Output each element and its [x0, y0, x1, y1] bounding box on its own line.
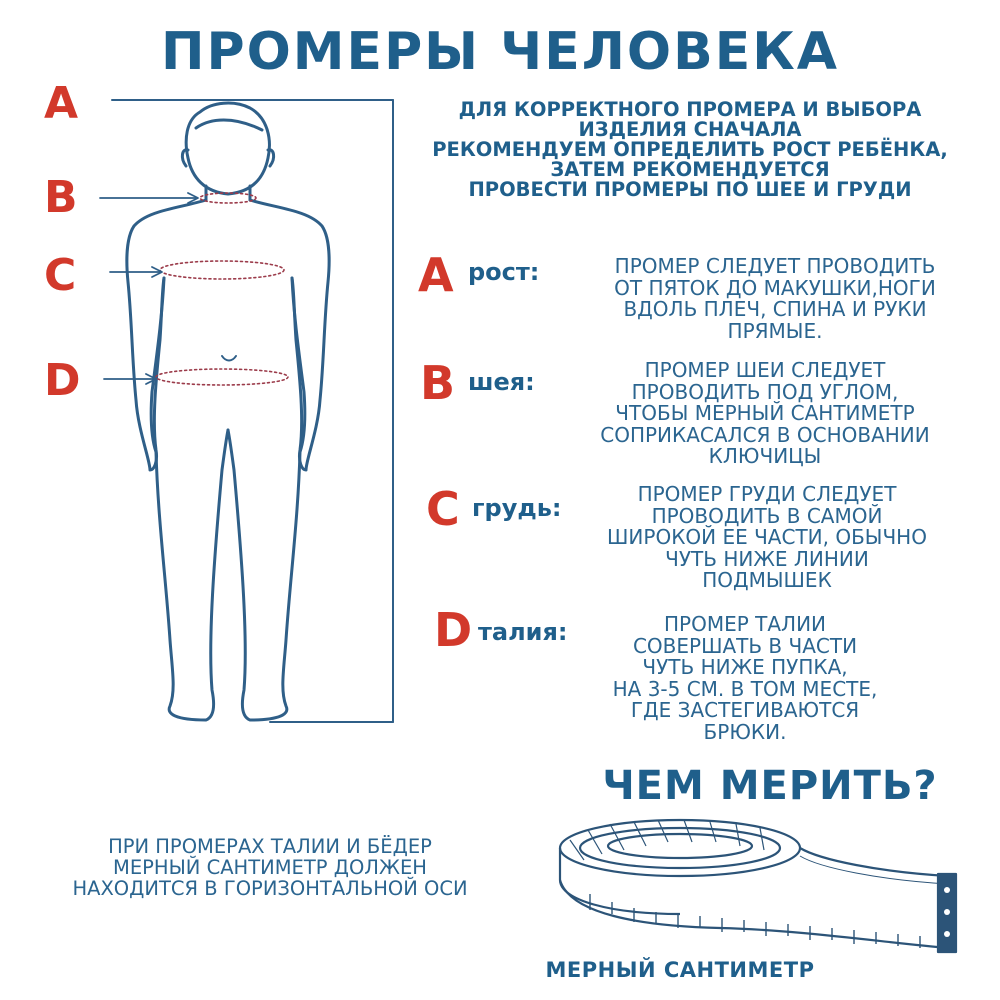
section-b-line: СОПРИКАСАЛСЯ В ОСНОВАНИИ	[600, 422, 930, 447]
section-a-text	[570, 256, 980, 342]
section-a-label: рост:	[468, 258, 540, 286]
section-d-line: БРЮКИ.	[703, 719, 787, 744]
note-line: МЕРНЫЙ САНТИМЕТР ДОЛЖЕН	[113, 856, 427, 879]
section-c-line: ЧУТЬ НИЖЕ ЛИНИИ	[665, 546, 869, 571]
note-line: ПРИ ПРОМЕРАХ ТАЛИИ И БЁДЕР	[108, 835, 432, 858]
section-a-line: ОТ ПЯТОК ДО МАКУШКИ,НОГИ	[614, 275, 936, 300]
section-b-text	[560, 360, 970, 468]
intro-line: РЕКОМЕНДУЕМ ОПРЕДЕЛИТЬ РОСТ РЕБЁНКА,	[432, 138, 948, 161]
section-d-line: НА 3-5 СМ. В ТОМ МЕСТЕ,	[612, 676, 878, 701]
note-line: НАХОДИТСЯ В ГОРИЗОНТАЛЬНОЙ ОСИ	[72, 877, 468, 900]
figure-letter-d: D	[44, 355, 81, 406]
section-c-text	[562, 484, 972, 592]
section-d-label: талия:	[478, 618, 568, 646]
section-c-line: ПРОВОДИТЬ В САМОЙ	[651, 503, 883, 528]
section-d-line: ПРОМЕР ТАЛИИ	[663, 612, 826, 636]
section-a-line: ВДОЛЬ ПЛЕЧ, СПИНА И РУКИ	[623, 297, 927, 321]
intro-line: ПРОВЕСТИ ПРОМЕРЫ ПО ШЕЕ И ГРУДИ	[468, 178, 912, 201]
human-figure-icon	[0, 0, 420, 740]
tape-caption: МЕРНЫЙ САНТИМЕТР	[545, 958, 815, 982]
section-a-letter: A	[418, 248, 454, 302]
section-b-line: ЧТОБЫ МЕРНЫЙ САНТИМЕТР	[615, 401, 915, 425]
section-c-line: ШИРОКОЙ ЕЕ ЧАСТИ, ОБЫЧНО	[607, 525, 927, 549]
section-d-text	[570, 614, 920, 743]
section-b-line: ПРОМЕР ШЕИ СЛЕДУЕТ	[644, 358, 886, 382]
section-d-letter: D	[434, 603, 473, 657]
horizontal-note	[20, 836, 520, 899]
intro-text	[395, 100, 985, 200]
section-a-line: ПРОМЕР СЛЕДУЕТ ПРОВОДИТЬ	[614, 254, 936, 278]
section-b-line: ПРОВОДИТЬ ПОД УГЛОМ,	[631, 379, 899, 404]
measuring-tape-icon	[550, 810, 970, 960]
what-heading: ЧЕМ МЕРИТЬ?	[602, 763, 938, 809]
figure-letter-a: A	[44, 78, 79, 129]
section-d-line: ЧУТЬ НИЖЕ ПУПКА,	[642, 655, 848, 679]
intro-line: ИЗДЕЛИЯ СНАЧАЛА	[578, 118, 802, 141]
section-a-line: ПРЯМЫЕ.	[727, 318, 823, 343]
intro-line: ДЛЯ КОРРЕКТНОГО ПРОМЕРА И ВЫБОРА	[458, 98, 922, 121]
section-b-line: КЛЮЧИЦЫ	[708, 444, 822, 468]
section-c-label: грудь:	[472, 494, 562, 522]
section-b-label: шея:	[468, 368, 535, 396]
figure-letter-c: C	[44, 250, 77, 301]
section-c-letter: C	[426, 482, 460, 536]
section-c-line: ПРОМЕР ГРУДИ СЛЕДУЕТ	[637, 482, 897, 506]
section-d-line: ГДЕ ЗАСТЕГИВАЮТСЯ	[630, 698, 860, 722]
page-title: ПРОМЕРЫ ЧЕЛОВЕКА	[160, 22, 840, 82]
intro-line: ЗАТЕМ РЕКОМЕНДУЕТСЯ	[550, 158, 830, 181]
section-d-line: СОВЕРШАТЬ В ЧАСТИ	[632, 633, 858, 658]
section-b-letter: B	[420, 356, 456, 410]
section-c-line: ПОДМЫШЕК	[702, 568, 832, 592]
figure-letter-b: B	[44, 172, 78, 223]
